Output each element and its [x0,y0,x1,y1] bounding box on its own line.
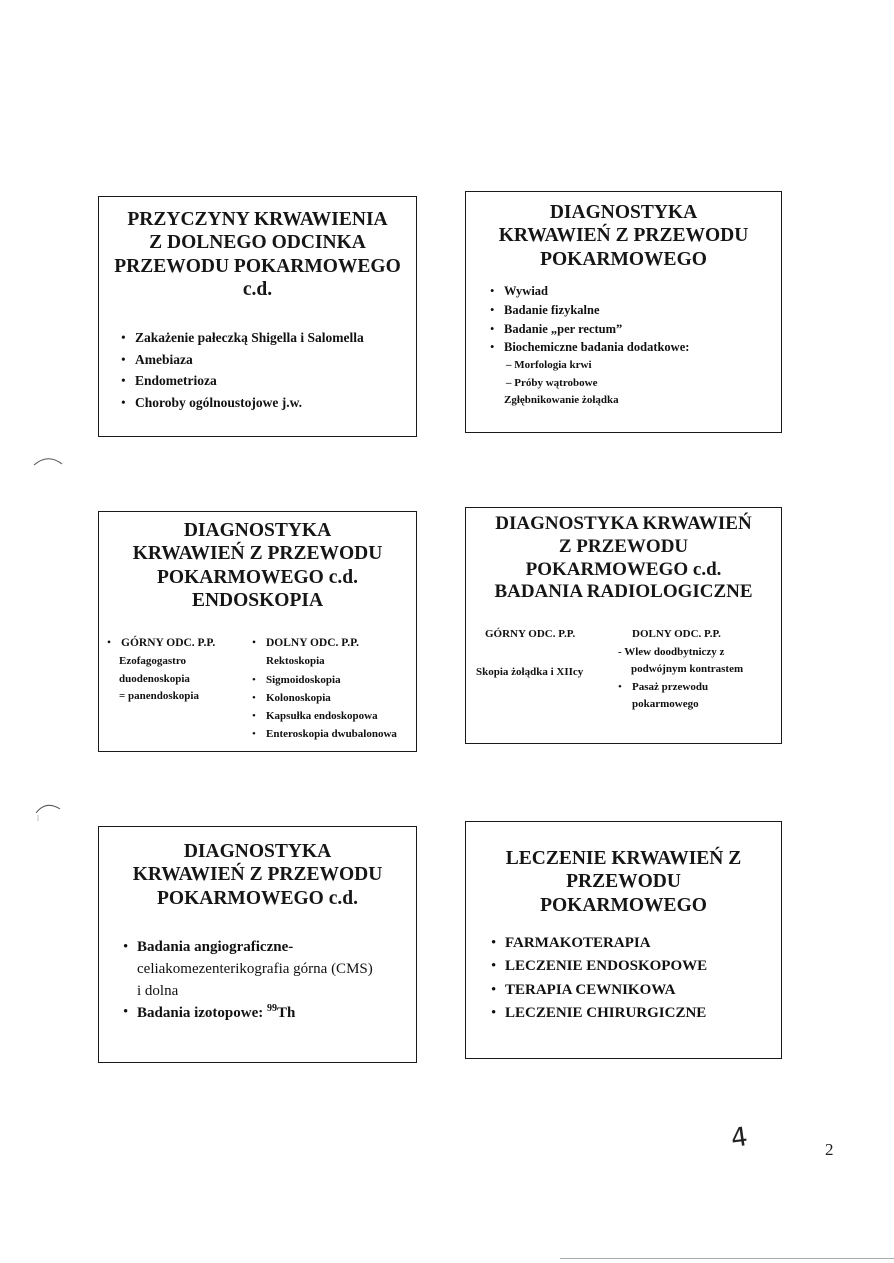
list-item: • Amebiaza [121,349,364,371]
list-item [123,1002,373,1025]
list-item: • TERAPIA CEWNIKOWA [491,979,707,1002]
title-line: DIAGNOSTYKA [183,520,332,541]
slide-title [99,519,416,613]
title-line: POKARMOWEGO c.d. [157,566,358,588]
sub-item: – Morfologia krwi [506,359,592,371]
item-line: i dolna [137,982,179,999]
column-heading: • DOLNY ODC. P.P. [252,634,397,653]
endoscopy-list [252,671,397,744]
page-number: 2 [825,1140,834,1159]
lower-gi-column [618,626,743,714]
title-line: DIAGNOSTYKA [549,202,698,223]
list-item: • FARMAKOTERAPIA [491,932,707,955]
punch-hole-mark [30,795,70,825]
slide-title [99,840,416,910]
slide-endoscopy [98,511,417,752]
slide-title [99,208,416,302]
angiography-list [123,937,373,1025]
slide-title [466,847,781,917]
column-heading: • GÓRNY ODC. P.P. [107,634,215,653]
lower-gi-heading: DOLNY ODC. P.P. [632,628,721,640]
title-line: ENDOSKOPIA [191,590,324,612]
scan-edge-line [560,1258,894,1259]
column-line: Ezofagogastro [119,654,187,667]
title-line: c.d. [242,279,273,301]
diagnostics-list [490,282,689,357]
slide-radiology [465,507,782,744]
title-line: POKARMOWEGO c.d. [525,558,722,580]
list-item: • Kapsułka endoskopowa [252,707,397,725]
title-line: KRWAWIEŃ Z PRZEWODU [132,864,383,886]
list-item: • Endometrioza [121,370,364,392]
slide-treatment [465,821,782,1059]
list-item: • LECZENIE ENDOSKOPOWE [491,955,707,978]
isotope-superscript: 99 [267,1003,278,1015]
list-item: • Wywiad [490,282,689,301]
sub-item: – Próby wątrobowe [506,376,598,389]
item-line: celiakomezenterikografia górna (CMS) [137,960,373,977]
title-line: KRWAWIEŃ Z PRZEWODU [132,543,383,565]
item-text: Badania izotopowe: [137,1005,268,1022]
title-line: PRZYCZYNY KRWAWIENIA [127,209,388,230]
upper-gi-heading: GÓRNY ODC. P.P. [485,628,576,640]
title-line: LECZENIE KRWAWIEŃ Z [505,848,742,869]
list-item: • Kolonoskopia [252,689,397,707]
column-line: = panendoskopia [119,690,199,703]
column-line: Rektoskopia [266,654,325,667]
column-line: duodenoskopia [119,672,190,685]
slide-causes-lower-gi-bleeding [98,196,417,437]
title-line: DIAGNOSTYKA [183,841,332,862]
title-line: PRZEWODU POKARMOWEGO [114,255,401,277]
slide-title [466,201,781,271]
title-line: POKARMOWEGO c.d. [157,887,358,909]
column-line: - Wlew doodbytniczy z [618,645,725,658]
punch-hole-mark [30,450,70,475]
list-item: • LECZENIE CHIRURGICZNE [491,1002,707,1025]
lower-gi-column [252,634,397,743]
handwritten-mark: 4 [728,1121,750,1155]
title-line: Z PRZEWODU [558,535,689,557]
list-item: • Sigmoidoskopia [252,671,397,689]
title-line: POKARMOWEGO [540,894,707,916]
column-line: podwójnym kontrastem [631,663,744,676]
column-line: pokarmowego [632,698,699,711]
title-line: POKARMOWEGO [540,248,707,270]
list-item: • Enteroskopia dwubalonowa [252,725,397,743]
title-line: BADANIA RADIOLOGICZNE [494,581,753,603]
upper-gi-text: Skopia żołądka i XIIcy [476,666,584,678]
causes-list [121,327,364,413]
item-text: Th [277,1005,296,1022]
upper-gi-column [107,634,215,706]
list-item: • Badanie fizykalne [490,301,689,320]
slide-angiography [98,826,417,1063]
list-item: • Badanie „per rectum” [490,320,689,339]
title-line: DIAGNOSTYKA KRWAWIEŃ [495,513,752,534]
title-line: Z DOLNEGO ODCINKA [149,232,366,254]
list-item: • Choroby ogólnoustojowe j.w. [121,392,364,414]
list-item: • Biochemiczne badania dodatkowe: [490,338,689,357]
extra-item: Zgłębnikowanie żołądka [504,394,619,407]
list-item: • Pasaż przewodu [618,679,743,697]
list-item: • Zakażenie pałeczką Shigella i Salomella [121,327,364,349]
title-line: KRWAWIEŃ Z PRZEWODU [498,225,749,247]
slide-diagnostics [465,191,782,433]
treatment-list [491,932,707,1025]
list-item: • Badania angiograficzne- [123,937,373,959]
slide-title [466,513,781,604]
title-line: PRZEWODU [566,871,681,893]
diagnostics-list-container [490,282,689,410]
